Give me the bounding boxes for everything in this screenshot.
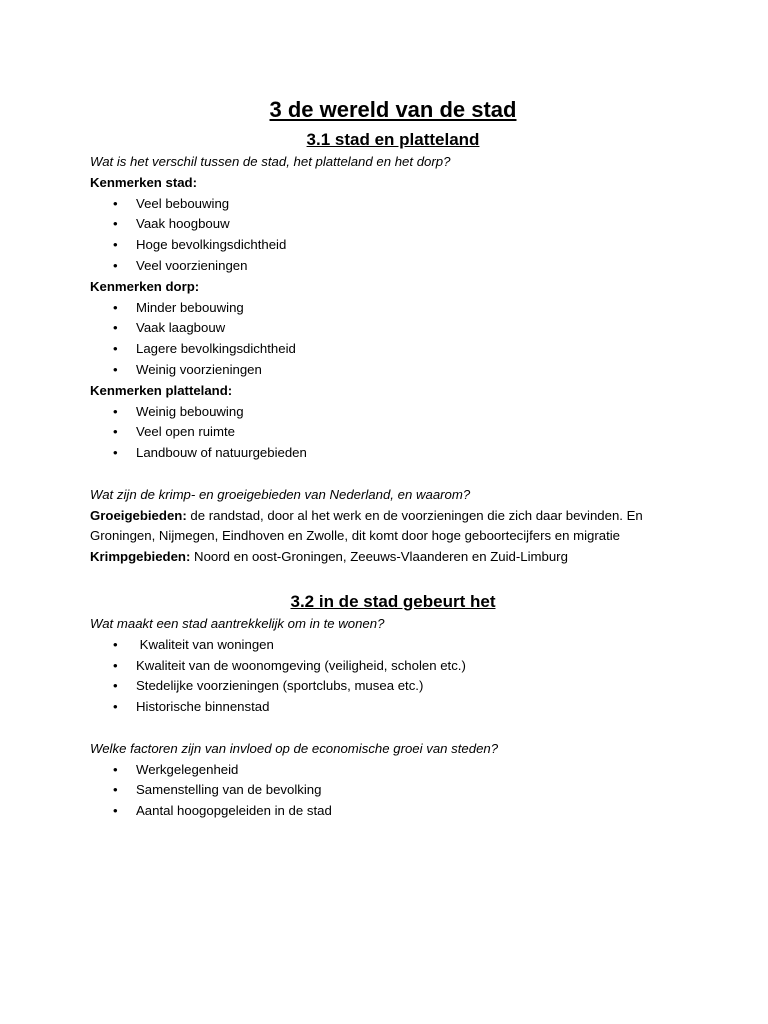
list-item-text: Stedelijke voorzieningen (sportclubs, musea etc.): [136, 678, 424, 694]
section-heading-3-1: 3.1 stad en platteland: [306, 130, 480, 149]
label-kenmerken-platteland: Kenmerken platteland:: [90, 382, 233, 398]
bullet-icon: •: [113, 341, 118, 357]
list-item: [90, 656, 690, 677]
bullet-icon: •: [113, 657, 118, 673]
bullet-icon: •: [113, 761, 118, 777]
bullet-icon: •: [113, 445, 118, 461]
list-item: [90, 318, 690, 339]
list-item: [90, 676, 690, 697]
question-verschil: Wat is het verschil tussen de stad, het platteland en het dorp?: [90, 154, 451, 169]
bullet-icon: •: [113, 216, 118, 232]
list-item: [90, 214, 690, 235]
list-item-text: Lagere bevolkingsdichtheid: [136, 341, 296, 357]
bullet-icon: •: [113, 195, 118, 211]
list-aantrekkelijk: [90, 635, 690, 718]
bullet-icon: •: [113, 257, 118, 273]
spacer: [90, 718, 690, 739]
list-item: [90, 360, 690, 381]
paragraph-groeigebieden: [90, 506, 690, 548]
label-groeigebieden: Groeigebieden:: [90, 507, 187, 523]
list-item-text: Historische binnenstad: [136, 699, 270, 715]
list-item-text: Veel open ruimte: [136, 424, 235, 440]
bullet-icon: •: [113, 636, 118, 652]
bullet-icon: •: [113, 782, 118, 798]
list-item-text: Weinig voorzieningen: [136, 361, 262, 377]
bullet-icon: •: [113, 237, 118, 253]
list-item: [90, 697, 690, 718]
list-kenmerken-dorp: [90, 298, 690, 381]
list-kenmerken-platteland: [90, 402, 690, 464]
list-item-text: Vaak laagbouw: [136, 320, 226, 336]
list-item-text: Landbouw of natuurgebieden: [136, 445, 307, 461]
bullet-icon: •: [113, 424, 118, 440]
paragraph-krimpgebieden: [90, 547, 690, 568]
label-krimpgebieden: Krimpgebieden:: [90, 549, 191, 565]
list-item: [90, 635, 690, 656]
question-aantrekkelijk: Wat maakt een stad aantrekkelijk om in te wonen?: [90, 615, 385, 631]
list-item: [90, 780, 690, 801]
list-economische-groei: [90, 760, 690, 822]
list-item: [90, 760, 690, 781]
list-item: [90, 235, 690, 256]
bullet-icon: •: [113, 678, 118, 694]
list-item: [90, 443, 690, 464]
bullet-icon: •: [113, 361, 118, 377]
list-item-text: Hoge bevolkingsdichtheid: [136, 237, 287, 253]
list-item-text: Weinig bebouwing: [136, 403, 244, 419]
list-item-text: Aantal hoogopgeleiden in de stad: [136, 803, 332, 819]
list-item-text: Minder bebouwing: [136, 299, 244, 315]
list-item-text: Veel voorzieningen: [136, 257, 248, 273]
text-groeigebieden-2: Groningen, Nijmegen, Eindhoven en Zwolle, dit komt door hoge geboortecijfers en migratie: [90, 528, 620, 544]
list-item-text: Werkgelegenheid: [136, 761, 239, 777]
list-item-text: Samenstelling van de bevolking: [136, 782, 322, 798]
list-item: [90, 298, 690, 319]
bullet-icon: •: [113, 299, 118, 315]
list-item: [90, 256, 690, 277]
bullet-icon: •: [113, 699, 118, 715]
list-item-text: Kwaliteit van woningen: [136, 636, 274, 652]
bullet-icon: •: [113, 803, 118, 819]
page-title: 3 de wereld van de stad: [269, 97, 517, 122]
label-kenmerken-dorp: Kenmerken dorp:: [90, 278, 200, 294]
bullet-icon: •: [113, 320, 118, 336]
list-item: [90, 422, 690, 443]
spacer: [90, 464, 690, 485]
list-kenmerken-stad: [90, 194, 690, 277]
question-krimp-groei: Wat zijn de krimp- en groeigebieden van Nederland, en waarom?: [90, 486, 471, 502]
list-item-text: Kwaliteit van de woonomgeving (veiligheid, scholen etc.): [136, 657, 466, 673]
text-groeigebieden-1: de randstad, door al het werk en de voorzieningen die zich daar bevinden. En: [186, 507, 643, 523]
list-item-text: Veel bebouwing: [136, 195, 230, 211]
list-item-text: Vaak hoogbouw: [136, 216, 230, 232]
list-item: [90, 339, 690, 360]
text-krimpgebieden: Noord en oost-Groningen, Zeeuws-Vlaanderen en Zuid-Limburg: [190, 549, 568, 565]
section-heading-3-2: 3.2 in de stad gebeurt het: [290, 591, 496, 611]
list-item: [90, 194, 690, 215]
bullet-icon: •: [113, 403, 118, 419]
question-economische-groei: Welke factoren zijn van invloed op de economische groei van steden?: [90, 740, 499, 756]
list-item: [90, 801, 690, 822]
document-content: [90, 96, 690, 822]
list-item: [90, 402, 690, 423]
label-kenmerken-stad: Kenmerken stad:: [90, 174, 198, 190]
